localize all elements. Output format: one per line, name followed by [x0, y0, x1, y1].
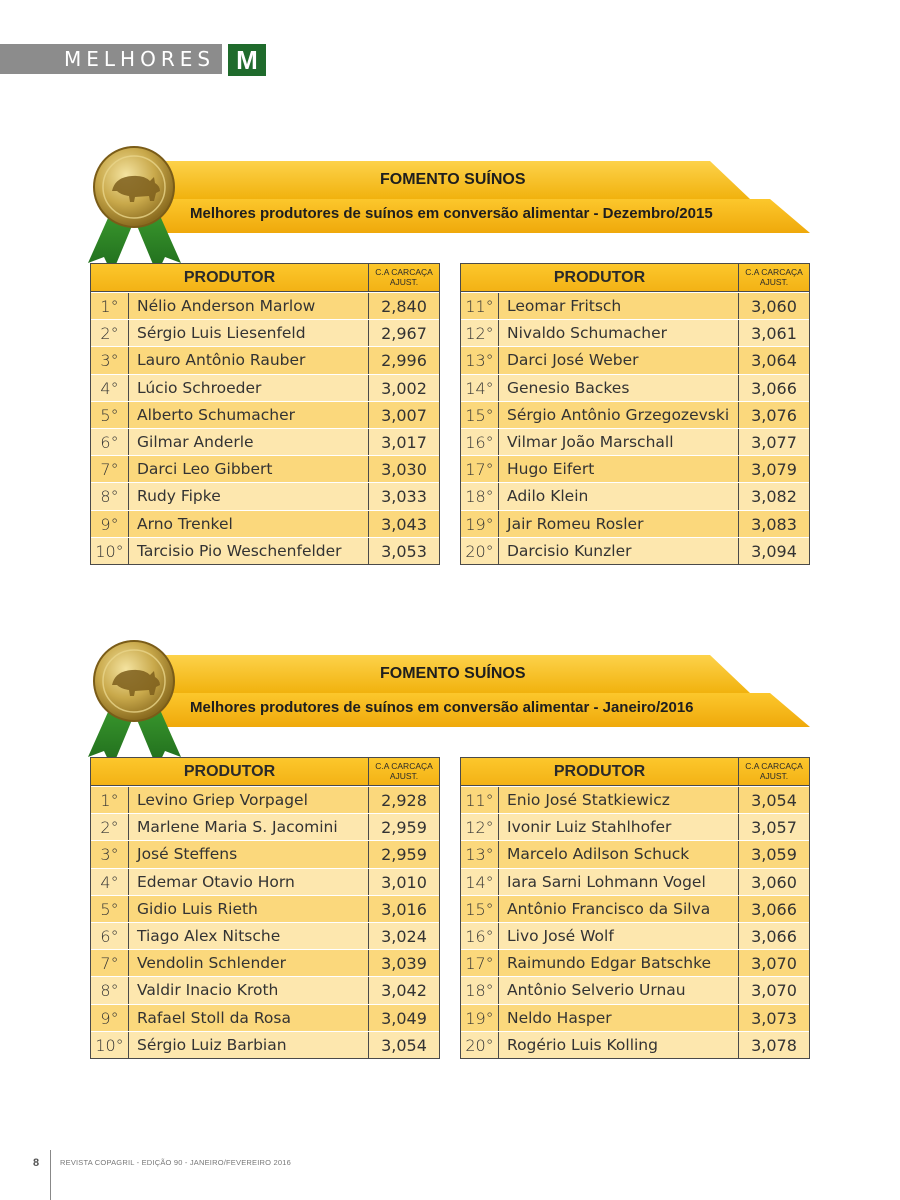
ca-value-cell: 3,054	[381, 1035, 427, 1055]
table-row	[461, 319, 809, 346]
rank-cell: 11°	[461, 787, 499, 813]
table-row	[461, 922, 809, 949]
table-row	[91, 346, 439, 373]
table-row	[91, 292, 439, 319]
table-row	[91, 786, 439, 813]
rank-cell: 18°	[461, 977, 499, 1003]
rank-cell: 15°	[461, 896, 499, 922]
rank-cell: 6°	[91, 923, 129, 949]
producer-name-cell: Gilmar Anderle	[129, 429, 369, 455]
producer-name-cell: Vilmar João Marschall	[499, 429, 739, 455]
table-row	[461, 949, 809, 976]
section-title: FOMENTO SUÍNOS	[380, 665, 526, 682]
ca-value-cell: 3,083	[751, 514, 797, 534]
table-row	[91, 813, 439, 840]
table-row	[461, 292, 809, 319]
footer-divider	[50, 1150, 51, 1200]
producer-name-cell: Nélio Anderson Marlow	[129, 293, 369, 319]
rank-cell: 5°	[91, 896, 129, 922]
table-body	[461, 786, 809, 1058]
rank-cell: 2°	[91, 814, 129, 840]
table-row	[91, 401, 439, 428]
col-header-ca	[739, 264, 809, 291]
rank-cell: 17°	[461, 950, 499, 976]
ca-value-cell: 3,082	[751, 487, 797, 507]
header-title: MELHORES	[64, 47, 216, 71]
producer-name-cell: Ivonir Luiz Stahlhofer	[499, 814, 739, 840]
table-row	[91, 374, 439, 401]
rank-cell: 9°	[91, 1005, 129, 1031]
col-header-ca-line1: C.A CARCAÇA	[375, 267, 433, 277]
rank-cell: 6°	[91, 429, 129, 455]
ca-value-cell: 3,007	[381, 405, 427, 425]
ca-value-cell: 2,967	[381, 324, 427, 344]
rank-cell: 14°	[461, 375, 499, 401]
ca-value-cell: 3,042	[381, 981, 427, 1001]
col-header-ca-line2: AJUST.	[759, 277, 789, 287]
medal-pig-icon	[82, 633, 187, 773]
table-row	[461, 813, 809, 840]
rank-cell: 19°	[461, 511, 499, 537]
producer-name-cell: Sérgio Luis Liesenfeld	[129, 320, 369, 346]
table-row	[91, 895, 439, 922]
table-row	[91, 976, 439, 1003]
table-row	[461, 840, 809, 867]
rank-cell: 17°	[461, 456, 499, 482]
producer-name-cell: Genesio Backes	[499, 375, 739, 401]
rank-cell: 9°	[91, 511, 129, 537]
table-row	[461, 537, 809, 564]
table-row	[91, 922, 439, 949]
col-header-ca	[369, 758, 439, 785]
ca-value-cell: 3,061	[751, 324, 797, 344]
section-subtitle: Melhores produtores de suínos em conversão alimentar - Janeiro/2016	[190, 699, 694, 716]
table-row	[91, 1031, 439, 1058]
table-row	[91, 319, 439, 346]
ca-value-cell: 3,066	[751, 899, 797, 919]
ca-value-cell: 3,053	[381, 541, 427, 561]
rank-cell: 8°	[91, 977, 129, 1003]
rank-cell: 7°	[91, 456, 129, 482]
ca-value-cell: 2,959	[381, 818, 427, 838]
producer-name-cell: Gidio Luis Rieth	[129, 896, 369, 922]
rank-cell: 4°	[91, 375, 129, 401]
rank-cell: 2°	[91, 320, 129, 346]
ca-value-cell: 3,039	[381, 954, 427, 974]
col-header-producer: PRODUTOR	[461, 758, 739, 785]
ca-value-cell: 3,077	[751, 432, 797, 452]
col-header-ca	[369, 264, 439, 291]
col-header-producer: PRODUTOR	[91, 264, 369, 291]
ca-value-cell: 2,840	[381, 297, 427, 316]
producer-name-cell: Valdir Inacio Kroth	[129, 977, 369, 1003]
table-row	[91, 510, 439, 537]
table-row	[461, 976, 809, 1003]
ca-value-cell: 3,070	[751, 981, 797, 1001]
ca-value-cell: 3,066	[751, 926, 797, 946]
ca-value-cell: 2,928	[381, 791, 427, 810]
ca-value-cell: 2,959	[381, 845, 427, 865]
rank-cell: 1°	[91, 787, 129, 813]
ca-value-cell: 3,079	[751, 460, 797, 480]
producer-name-cell: Neldo Hasper	[499, 1005, 739, 1031]
ca-value-cell: 3,060	[751, 297, 797, 316]
ca-value-cell: 3,024	[381, 926, 427, 946]
rank-cell: 12°	[461, 320, 499, 346]
producer-name-cell: Vendolin Schlender	[129, 950, 369, 976]
table-row	[91, 455, 439, 482]
producer-name-cell: Tiago Alex Nitsche	[129, 923, 369, 949]
rank-cell: 13°	[461, 347, 499, 373]
table-row	[461, 482, 809, 509]
col-header-producer: PRODUTOR	[461, 264, 739, 291]
producer-name-cell: Raimundo Edgar Batschke	[499, 950, 739, 976]
col-header-ca-line2: AJUST.	[389, 771, 419, 781]
producer-name-cell: Lúcio Schroeder	[129, 375, 369, 401]
col-header-producer: PRODUTOR	[91, 758, 369, 785]
table-row	[91, 482, 439, 509]
producer-name-cell: Edemar Otavio Horn	[129, 869, 369, 895]
producer-name-cell: Iara Sarni Lohmann Vogel	[499, 869, 739, 895]
producer-name-cell: Antônio Selverio Urnau	[499, 977, 739, 1003]
producer-name-cell: José Steffens	[129, 841, 369, 867]
table-row	[91, 1004, 439, 1031]
producer-name-cell: Hugo Eifert	[499, 456, 739, 482]
table-row	[461, 455, 809, 482]
rank-cell: 11°	[461, 293, 499, 319]
table-row	[91, 840, 439, 867]
table-body	[91, 786, 439, 1058]
table-row	[461, 374, 809, 401]
ranking-table-right	[460, 263, 810, 565]
table-row	[461, 895, 809, 922]
producer-name-cell: Levino Griep Vorpagel	[129, 787, 369, 813]
producer-name-cell: Rudy Fipke	[129, 483, 369, 509]
section-subtitle: Melhores produtores de suínos em conversão alimentar - Dezembro/2015	[190, 205, 713, 222]
table-row	[461, 786, 809, 813]
table-body	[461, 292, 809, 564]
ca-value-cell: 3,054	[751, 791, 797, 810]
producer-name-cell: Darci José Weber	[499, 347, 739, 373]
producer-name-cell: Darci Leo Gibbert	[129, 456, 369, 482]
table-row	[461, 401, 809, 428]
page-number: 8	[33, 1157, 40, 1169]
table-row	[461, 868, 809, 895]
rank-cell: 15°	[461, 402, 499, 428]
producer-name-cell: Alberto Schumacher	[129, 402, 369, 428]
col-header-ca	[739, 758, 809, 785]
ca-value-cell: 3,049	[381, 1008, 427, 1028]
ca-value-cell: 3,094	[751, 541, 797, 561]
footer-text: REVISTA COPAGRIL - EDIÇÃO 90 - JANEIRO/FEVEREIRO 2016	[60, 1158, 291, 1167]
table-row	[91, 537, 439, 564]
rank-cell: 14°	[461, 869, 499, 895]
ca-value-cell: 3,016	[381, 899, 427, 919]
rank-cell: 20°	[461, 538, 499, 564]
producer-name-cell: Sérgio Antônio Grzegozevski	[499, 402, 739, 428]
ca-value-cell: 3,059	[751, 845, 797, 865]
table-header	[91, 264, 439, 292]
rank-cell: 1°	[91, 293, 129, 319]
col-header-ca-line1: C.A CARCAÇA	[375, 761, 433, 771]
table-header	[91, 758, 439, 786]
producer-name-cell: Lauro Antônio Rauber	[129, 347, 369, 373]
rank-cell: 4°	[91, 869, 129, 895]
producer-name-cell: Enio José Statkiewicz	[499, 787, 739, 813]
ca-value-cell: 2,996	[381, 351, 427, 371]
producer-name-cell: Rafael Stoll da Rosa	[129, 1005, 369, 1031]
ca-value-cell: 3,043	[381, 514, 427, 534]
table-row	[91, 868, 439, 895]
rank-cell: 12°	[461, 814, 499, 840]
rank-cell: 3°	[91, 347, 129, 373]
rank-cell: 18°	[461, 483, 499, 509]
table-row	[461, 510, 809, 537]
ca-value-cell: 3,078	[751, 1035, 797, 1055]
table-row	[461, 1004, 809, 1031]
producer-name-cell: Nivaldo Schumacher	[499, 320, 739, 346]
table-body	[91, 292, 439, 564]
ca-value-cell: 3,066	[751, 378, 797, 398]
producer-name-cell: Sérgio Luiz Barbian	[129, 1032, 369, 1058]
col-header-ca-line1: C.A CARCAÇA	[745, 761, 803, 771]
ca-value-cell: 3,030	[381, 460, 427, 480]
ca-value-cell: 3,076	[751, 405, 797, 425]
ca-value-cell: 3,064	[751, 351, 797, 371]
table-row	[91, 949, 439, 976]
rank-cell: 8°	[91, 483, 129, 509]
ca-value-cell: 3,017	[381, 432, 427, 452]
producer-name-cell: Darcisio Kunzler	[499, 538, 739, 564]
producer-name-cell: Leomar Fritsch	[499, 293, 739, 319]
producer-name-cell: Adilo Klein	[499, 483, 739, 509]
table-row	[461, 428, 809, 455]
ca-value-cell: 3,057	[751, 818, 797, 838]
producer-name-cell: Livo José Wolf	[499, 923, 739, 949]
ca-value-cell: 3,002	[381, 378, 427, 398]
producer-name-cell: Marlene Maria S. Jacomini	[129, 814, 369, 840]
header-logo: M	[228, 44, 266, 76]
rank-cell: 3°	[91, 841, 129, 867]
table-row	[461, 1031, 809, 1058]
ca-value-cell: 3,070	[751, 954, 797, 974]
rank-cell: 10°	[91, 538, 129, 564]
col-header-ca-line1: C.A CARCAÇA	[745, 267, 803, 277]
ca-value-cell: 3,033	[381, 487, 427, 507]
rank-cell: 16°	[461, 429, 499, 455]
ranking-table-left	[90, 263, 440, 565]
ca-value-cell: 3,060	[751, 872, 797, 892]
table-header	[461, 758, 809, 786]
producer-name-cell: Rogério Luis Kolling	[499, 1032, 739, 1058]
ranking-table-right	[460, 757, 810, 1059]
producer-name-cell: Tarcisio Pio Weschenfelder	[129, 538, 369, 564]
ca-value-cell: 3,010	[381, 872, 427, 892]
section-title: FOMENTO SUÍNOS	[380, 171, 526, 188]
producer-name-cell: Marcelo Adilson Schuck	[499, 841, 739, 867]
ranking-table-left	[90, 757, 440, 1059]
rank-cell: 20°	[461, 1032, 499, 1058]
table-header	[461, 264, 809, 292]
producer-name-cell: Arno Trenkel	[129, 511, 369, 537]
rank-cell: 16°	[461, 923, 499, 949]
ca-value-cell: 3,073	[751, 1008, 797, 1028]
col-header-ca-line2: AJUST.	[759, 771, 789, 781]
producer-name-cell: Jair Romeu Rosler	[499, 511, 739, 537]
rank-cell: 19°	[461, 1005, 499, 1031]
rank-cell: 7°	[91, 950, 129, 976]
col-header-ca-line2: AJUST.	[389, 277, 419, 287]
rank-cell: 13°	[461, 841, 499, 867]
producer-name-cell: Antônio Francisco da Silva	[499, 896, 739, 922]
medal-pig-icon	[82, 139, 187, 279]
table-row	[461, 346, 809, 373]
table-row	[91, 428, 439, 455]
rank-cell: 5°	[91, 402, 129, 428]
rank-cell: 10°	[91, 1032, 129, 1058]
